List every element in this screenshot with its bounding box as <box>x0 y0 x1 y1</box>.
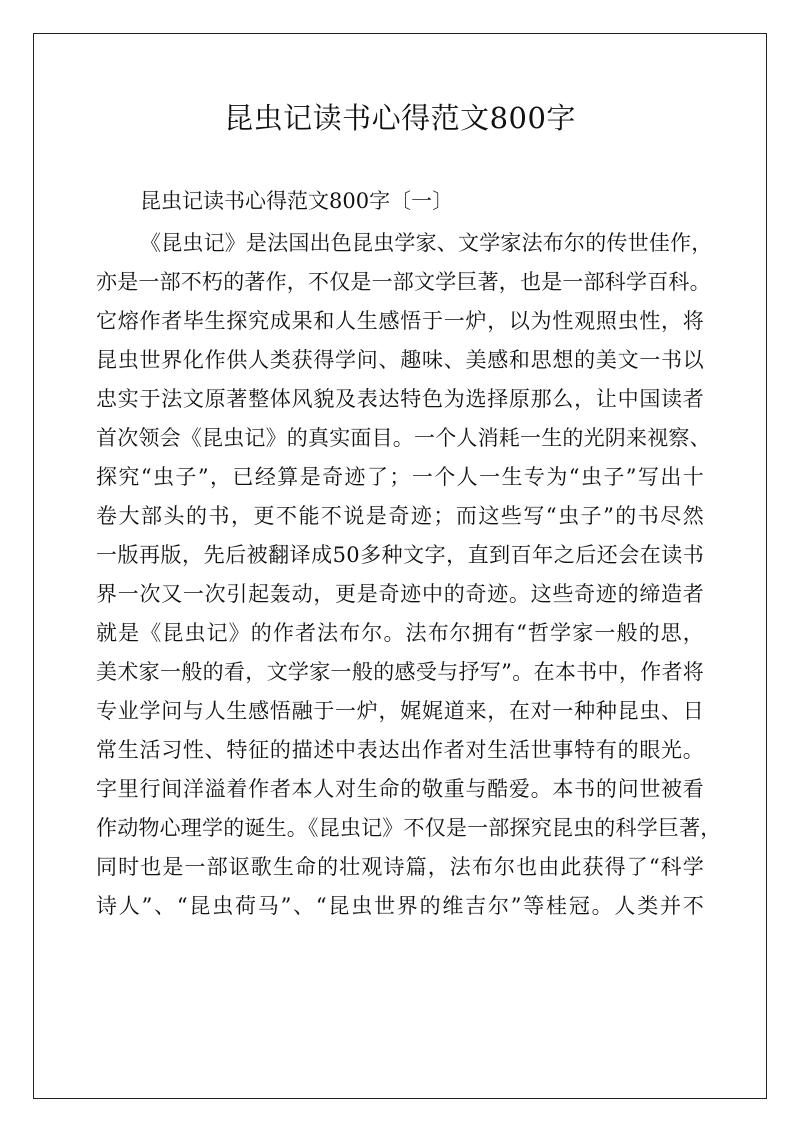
paragraph-line: 昆虫世界化作供人类获得学问、趣味、美感和思想的美文一书以 <box>96 348 704 372</box>
paragraph-line: 它熔作者毕生探究成果和人生感悟于一炉，以为性观照虫性，将 <box>96 309 704 333</box>
paragraph-line: 忠实于法文原著整体风貌及表达特色为选择原那么，让中国读者 <box>96 387 704 411</box>
paragraph-line: 诗人”、“昆虫荷马”、“昆虫世界的维吉尔”等桂冠。人类并不 <box>96 894 704 918</box>
paragraph-line: 界一次又一次引起轰动，更是奇迹中的奇迹。这些奇迹的缔造者 <box>96 582 704 606</box>
paragraph-line: 字里行间洋溢着作者本人对生命的敬重与酷爱。本书的问世被看 <box>96 777 704 801</box>
document-body <box>96 182 722 926</box>
paragraph-line: 专业学问与人生感悟融于一炉，娓娓道来，在对一种种昆虫、日 <box>96 699 704 723</box>
paragraph-line: 首次领会《昆虫记》的真实面目。一个人消耗一生的光阴来视察、 <box>96 426 711 450</box>
paragraph-line: 一版再版，先后被翻译成50多种文字，直到百年之后还会在读书 <box>96 543 704 567</box>
document-title: 昆虫记读书心得范文800字 <box>224 101 576 135</box>
paragraph-line: 《昆虫记》是法国出色昆虫学家、文学家法布尔的传世佳作， <box>140 231 713 255</box>
paragraph-line: 常生活习性、特征的描述中表达出作者对生活世事特有的眼光。 <box>96 738 704 762</box>
paragraph-line: 就是《昆虫记》的作者法布尔。法布尔拥有“哲学家一般的思， <box>96 621 704 645</box>
section-heading: 昆虫记读书心得范文800字〔一〕 <box>140 189 454 213</box>
paragraph-line: 同时也是一部讴歌生命的壮观诗篇，法布尔也由此获得了“科学 <box>96 855 704 879</box>
paragraph-line: 卷大部头的书，更不能不说是奇迹；而这些写“虫子”的书尽然 <box>96 504 704 528</box>
paragraph-line: 探究“虫子”，已经算是奇迹了；一个人一生专为“虫子”写出十 <box>96 465 704 489</box>
paragraph-line: 美术家一般的看，文学家一般的感受与抒写”。在本书中，作者将 <box>96 660 704 684</box>
paragraph-line: 作动物心理学的诞生。《昆虫记》不仅是一部探究昆虫的科学巨著， <box>96 816 722 840</box>
paragraph-line: 亦是一部不朽的著作，不仅是一部文学巨著，也是一部科学百科。 <box>96 270 711 294</box>
